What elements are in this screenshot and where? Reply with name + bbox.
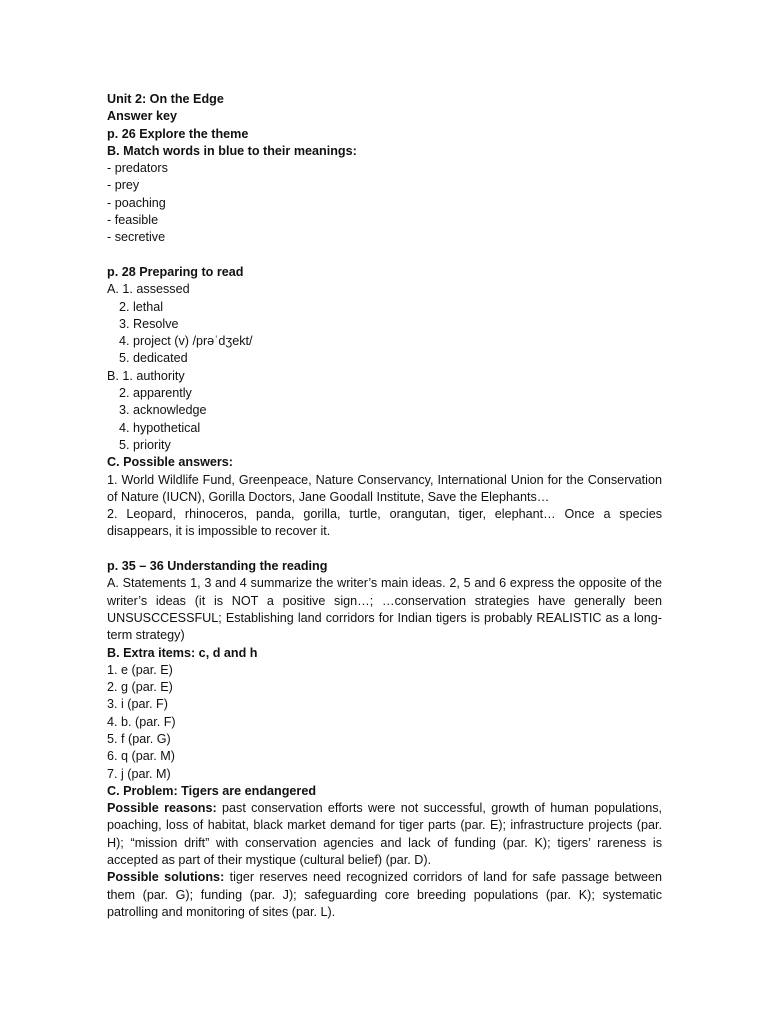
understanding-part-a: A. Statements 1, 3 and 4 summarize the writer’s main ideas. 2, 5 and 6 express the opposite of the writer’s ideas (it is NOT a positive sign…; …conservation strategies have generally been UNSUSCCESSFUL; Establishing land corridors for Indian tigers is probably REALISTIC as a long-term strategy) xyxy=(107,576,662,643)
part-b-answer: 6. q (par. M) xyxy=(107,749,175,764)
part-b-item: 2. apparently xyxy=(119,386,192,401)
understanding-part-c-heading: C. Problem: Tigers are endangered xyxy=(107,783,317,798)
part-a-item: A. 1. assessed xyxy=(107,282,190,297)
possible-reasons-text: past conservation efforts were not successful, growth of human populations, poaching, loss of habitat, black market demand for tiger parts (par. E); infrastructure projects (par. H); “mission drift” with conservation agencies and lack of funding (par. K); tigers’ rareness is accepted as part of their mystique (cultural belief) (par. D). xyxy=(107,801,662,868)
part-a-item: 2. lethal xyxy=(119,299,164,314)
possible-solutions-text: tiger reserves need recognized corridors of land for safe passage between them (par. G); funding (par. J); safeguarding core breeding populations (par. K); systematic patrolling and monitoring of sites (par. L). xyxy=(107,870,662,919)
vocab-item: - poaching xyxy=(107,195,166,210)
part-c-heading: C. Possible answers: xyxy=(107,455,233,470)
document-body xyxy=(107,91,662,921)
part-a-item: 4. project (v) /prəˈdʒekt/ xyxy=(119,334,253,349)
unit-title: Unit 2: On the Edge xyxy=(107,92,224,106)
part-b-item: B. 1. authority xyxy=(107,368,185,383)
part-b-answer: 1. e (par. E) xyxy=(107,662,173,677)
section-spacer xyxy=(107,247,662,264)
part-b-answer: 5. f (par. G) xyxy=(107,731,171,746)
possible-solutions-paragraph xyxy=(107,869,662,921)
possible-reasons-label: Possible reasons: xyxy=(107,801,217,816)
vocab-item: - predators xyxy=(107,161,168,176)
part-b-answer: 4. b. (par. F) xyxy=(107,714,176,729)
possible-solutions-label: Possible solutions: xyxy=(107,870,225,885)
part-c-answer-1: 1. World Wildlife Fund, Greenpeace, Nature Conservancy, International Union for the Conservation of Nature (IUCN), Gorilla Doctors, Jane Goodall Institute, Save the Elephants… xyxy=(107,472,662,504)
part-b-item: 4. hypothetical xyxy=(119,420,201,435)
part-b-answer: 3. i (par. F) xyxy=(107,697,168,712)
vocab-item: - prey xyxy=(107,178,140,193)
vocab-item: - secretive xyxy=(107,230,166,245)
part-a-item: 5. dedicated xyxy=(119,351,188,366)
vocab-item: - feasible xyxy=(107,213,159,228)
section-p35-heading: p. 35 – 36 Understanding the reading xyxy=(107,559,328,574)
part-b-answer: 2. g (par. E) xyxy=(107,680,173,695)
part-b-answer: 7. j (par. M) xyxy=(107,766,171,781)
possible-reasons-paragraph xyxy=(107,800,662,869)
answer-key-heading: Answer key xyxy=(107,109,178,124)
part-c-answer-2: 2. Leopard, rhinoceros, panda, gorilla, turtle, orangutan, tiger, elephant… Once a species disappears, it is impossible to recover it. xyxy=(107,507,662,539)
section-p26-heading: p. 26 Explore the theme xyxy=(107,126,249,141)
understanding-part-b-heading: B. Extra items: c, d and h xyxy=(107,645,258,660)
part-b-item: 3. acknowledge xyxy=(119,403,207,418)
part-a-item: 3. Resolve xyxy=(119,316,179,331)
section-spacer xyxy=(107,541,662,558)
section-p26-part-b-heading: B. Match words in blue to their meanings: xyxy=(107,143,357,158)
part-b-item: 5. priority xyxy=(119,437,171,452)
section-p28-heading: p. 28 Preparing to read xyxy=(107,264,244,279)
